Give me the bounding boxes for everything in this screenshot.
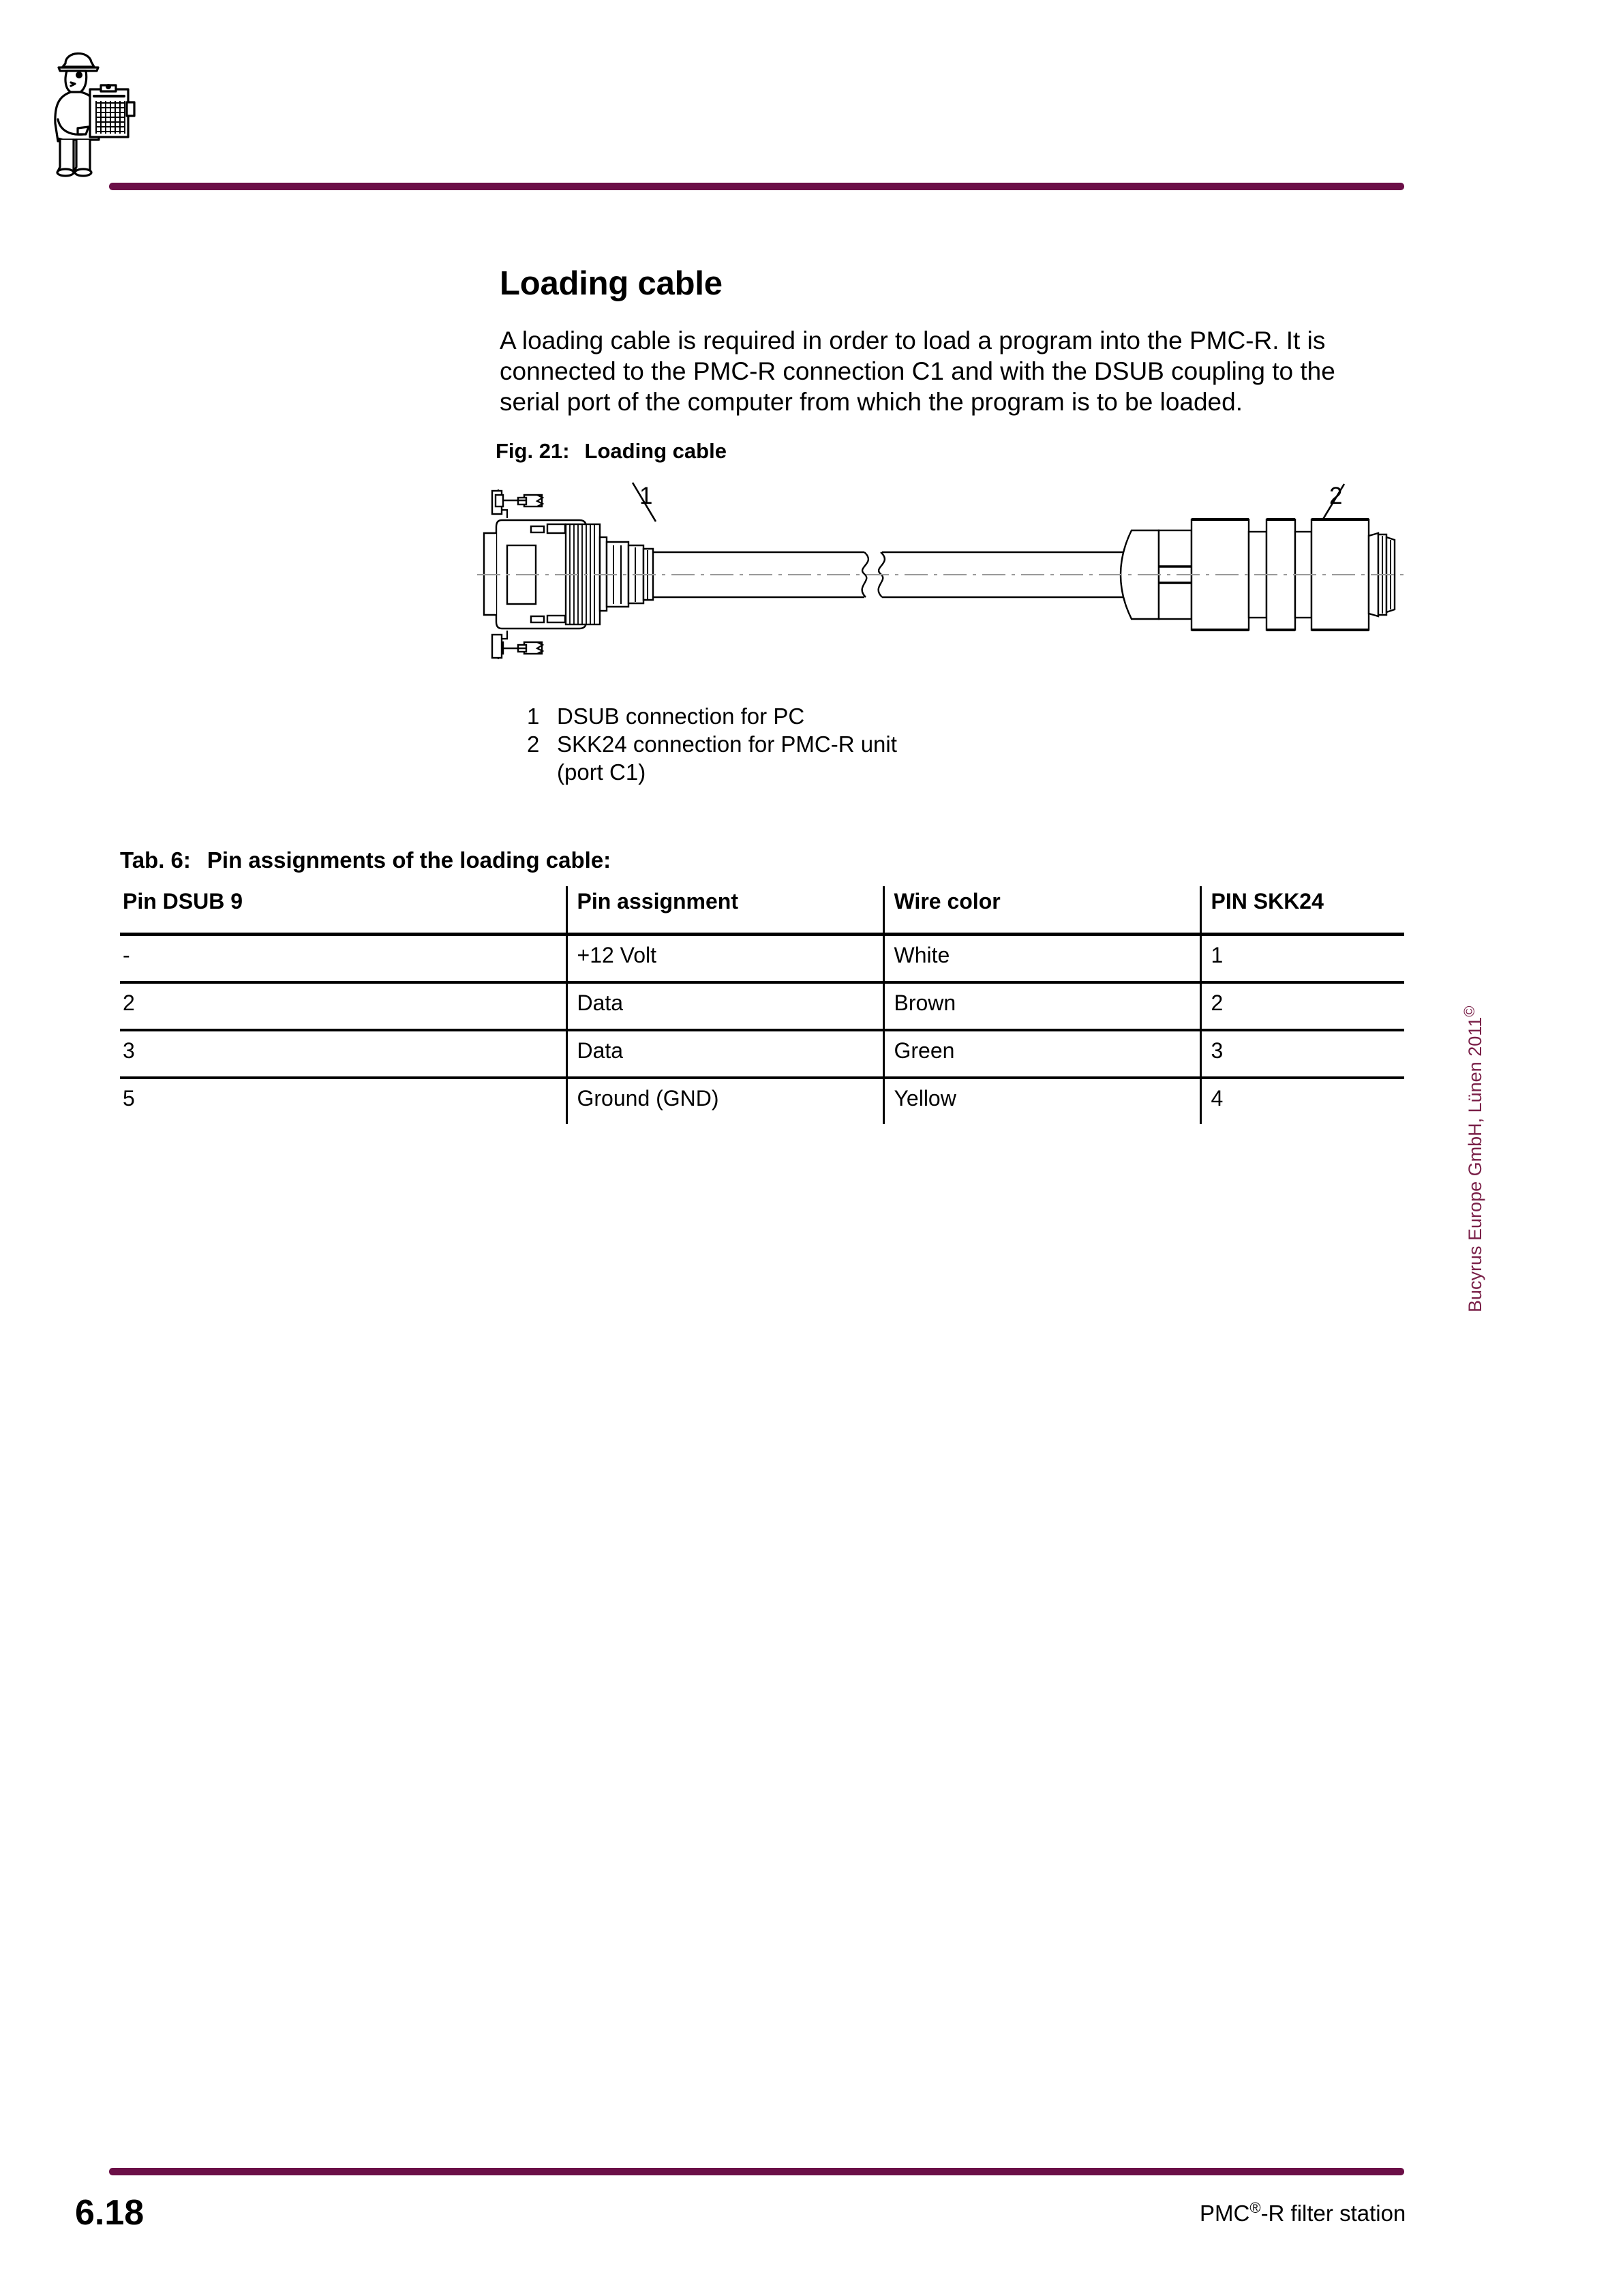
column-header-pin-skk24: PIN SKK24	[1200, 886, 1404, 935]
legend-item-key: 2	[527, 731, 540, 757]
cell-wire-color: White	[883, 935, 1200, 983]
cell-wire-color: Green	[883, 1030, 1200, 1078]
side-copyright-notice	[1461, 992, 1486, 1312]
figure-caption	[496, 439, 727, 464]
table-caption	[120, 847, 611, 873]
cell-pin-skk24: 4	[1200, 1078, 1404, 1124]
figure-caption-text: Loading cable	[584, 439, 727, 463]
footer-product-prefix: PMC	[1200, 2201, 1250, 2226]
figure-caption-label: Fig. 21:	[496, 439, 570, 463]
cell-pin-skk24: 3	[1200, 1030, 1404, 1078]
table-caption-text: Pin assignments of the loading cable:	[207, 847, 611, 873]
legend-item-text: SKK24 connection for PMC-R unit (port C1)	[557, 731, 897, 785]
cell-pin-skk24: 2	[1200, 982, 1404, 1030]
column-header-pin-assignment: Pin assignment	[566, 886, 883, 935]
legend-item-text: DSUB connection for PC	[557, 704, 805, 729]
registered-mark-icon: ®	[1249, 2199, 1261, 2216]
cell-pin-assignment: Data	[566, 1030, 883, 1078]
footer-product-suffix: -R filter station	[1260, 2201, 1406, 2226]
footer-product-name	[1200, 2199, 1406, 2226]
table-row	[120, 982, 1404, 1030]
table-caption-label: Tab. 6:	[120, 847, 191, 873]
cell-pin-dsub9: -	[123, 943, 130, 967]
table-row	[120, 935, 1404, 983]
table-header-row	[120, 886, 1404, 935]
pin-assignments-table	[120, 886, 1404, 1124]
column-header-pin-dsub9: Pin DSUB 9	[123, 889, 243, 913]
column-header-wire-color: Wire color	[883, 886, 1200, 935]
page-title: Loading cable	[500, 265, 723, 302]
header-divider-rule	[109, 183, 1404, 190]
figure-legend	[527, 702, 911, 786]
cell-pin-dsub9: 2	[123, 991, 135, 1015]
cell-pin-dsub9: 5	[123, 1086, 135, 1111]
legend-item	[527, 702, 911, 730]
figure-callout-1: 1	[639, 483, 653, 509]
legend-item	[527, 730, 911, 786]
figure-callout-2: 2	[1329, 483, 1343, 509]
cell-pin-assignment: +12 Volt	[566, 935, 883, 983]
cell-wire-color: Brown	[883, 982, 1200, 1030]
technician-with-clipboard-icon	[35, 37, 138, 177]
cell-pin-skk24: 1	[1200, 935, 1404, 983]
footer-divider-rule	[109, 2168, 1404, 2175]
cell-pin-assignment: Ground (GND)	[566, 1078, 883, 1124]
table-row	[120, 1078, 1404, 1124]
cell-pin-assignment: Data	[566, 982, 883, 1030]
cell-pin-dsub9: 3	[123, 1038, 135, 1063]
page-number: 6.18	[75, 2193, 145, 2233]
intro-paragraph: A loading cable is required in order to load a program into the PMC-R. It is connected to the PMC-R connection C1 and with the DSUB coupling to the serial port of the computer from which the program is to be loaded.	[500, 327, 1335, 416]
loading-cable-technical-drawing	[477, 470, 1404, 689]
cell-wire-color: Yellow	[883, 1078, 1200, 1124]
table-row	[120, 1030, 1404, 1078]
legend-item-key: 1	[527, 704, 540, 729]
copyright-symbol: ©	[1461, 1006, 1478, 1017]
copyright-text: Bucyrus Europe GmbH, Lünen 2011	[1465, 1016, 1485, 1312]
